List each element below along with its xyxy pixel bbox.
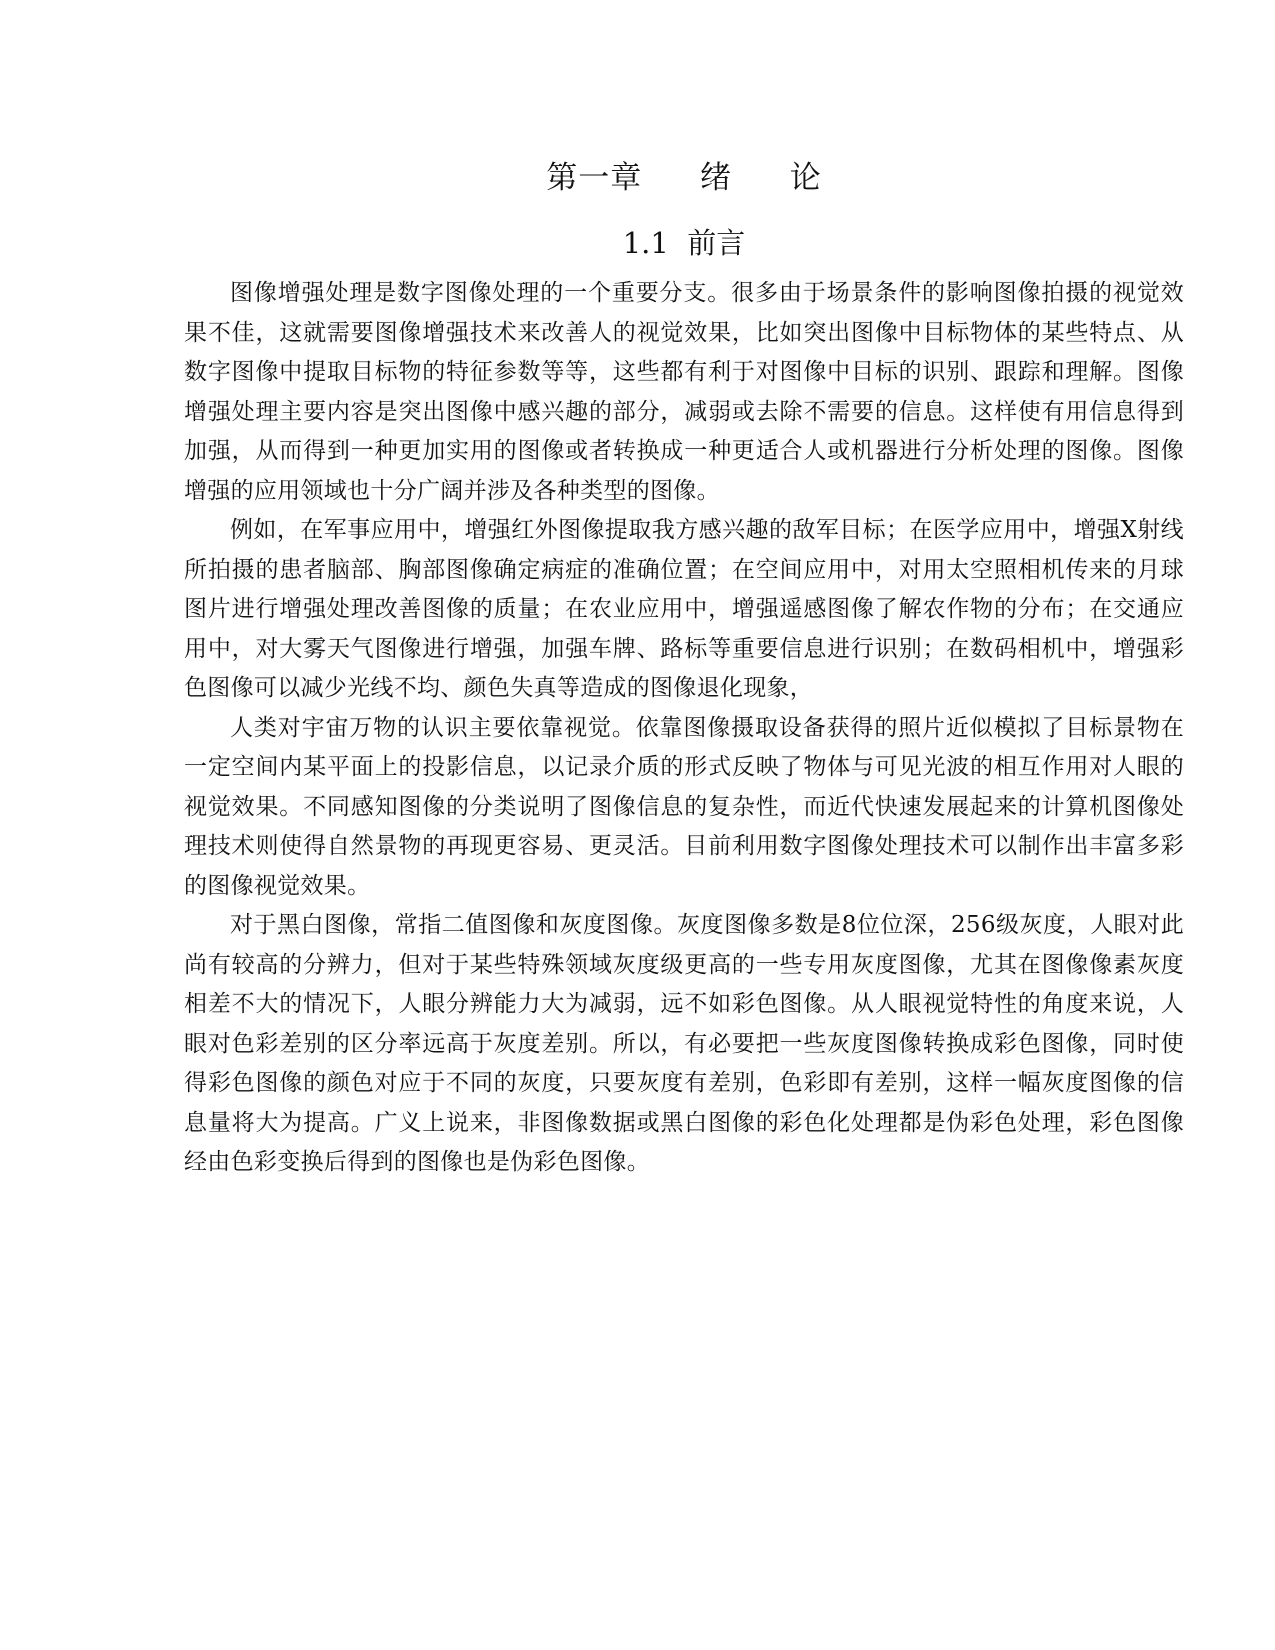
section-title: 1.1 前言: [622, 226, 746, 260]
paragraph-1: 图像增强处理是数字图像处理的一个重要分支。很多由于场景条件的影响图像拍摄的视觉效果不佳，这就需要图像增强技术来改善人的视觉效果，比如突出图像中目标物体的某些特点、从数字图像中提取目标物的特征参数等等，这些都有利于对图像中目标的识别、跟踪和理解。图像增强处理主要内容是突出图像中感兴趣的部分，减弱或去除不需要的信息。这样使有用信息得到加强，从而得到一种更加实用的图像或者转换成一种更适合人或机器进行分析处理的图像。图像增强的应用领域也十分广阔并涉及各种类型的图像。: [184, 280, 1184, 504]
document-page: [184, 140, 1184, 1183]
paragraph-2: 例如，在军事应用中，增强红外图像提取我方感兴趣的敌军目标；在医学应用中，增强X射线所拍摄的患者脑部、胸部图像确定病症的准确位置；在空间应用中，对用太空照相机传来的月球图片进行增强处理改善图像的质量；在农业应用中，增强遥感图像了解农作物的分布；在交通应用中，对大雾天气图像进行增强，加强车牌、路标等重要信息进行识别；在数码相机中，增强彩色图像可以减少光线不均、颜色失真等造成的图像退化现象，: [184, 517, 1184, 701]
chapter-title: 第一章 绪 论: [546, 160, 822, 196]
paragraph-4: 对于黑白图像，常指二值图像和灰度图像。灰度图像多数是8位位深，256级灰度，人眼对此尚有较高的分辨力，但对于某些特殊领域灰度级更高的一些专用灰度图像，尤其在图像像素灰度相差不大的情况下，人眼分辨能力大为减弱，远不如彩色图像。从人眼视觉特性的角度来说，人眼对色彩差别的区分率远高于灰度差别。所以，有必要把一些灰度图像转换成彩色图像，同时使得彩色图像的颜色对应于不同的灰度，只要灰度有差别，色彩即有差别，这样一幅灰度图像的信息量将大为提高。广义上说来，非图像数据或黑白图像的彩色化处理都是伪彩色处理，彩色图像经由色彩变换后得到的图像也是伪彩色图像。: [184, 912, 1184, 1175]
paragraph-3: 人类对宇宙万物的认识主要依靠视觉。依靠图像摄取设备获得的照片近似模拟了目标景物在一定空间内某平面上的投影信息，以记录介质的形式反映了物体与可见光波的相互作用对人眼的视觉效果。不同感知图像的分类说明了图像信息的复杂性，而近代快速发展起来的计算机图像处理技术则使得自然景物的再现更容易、更灵活。目前利用数字图像处理技术可以制作出丰富多彩的图像视觉效果。: [184, 714, 1184, 899]
